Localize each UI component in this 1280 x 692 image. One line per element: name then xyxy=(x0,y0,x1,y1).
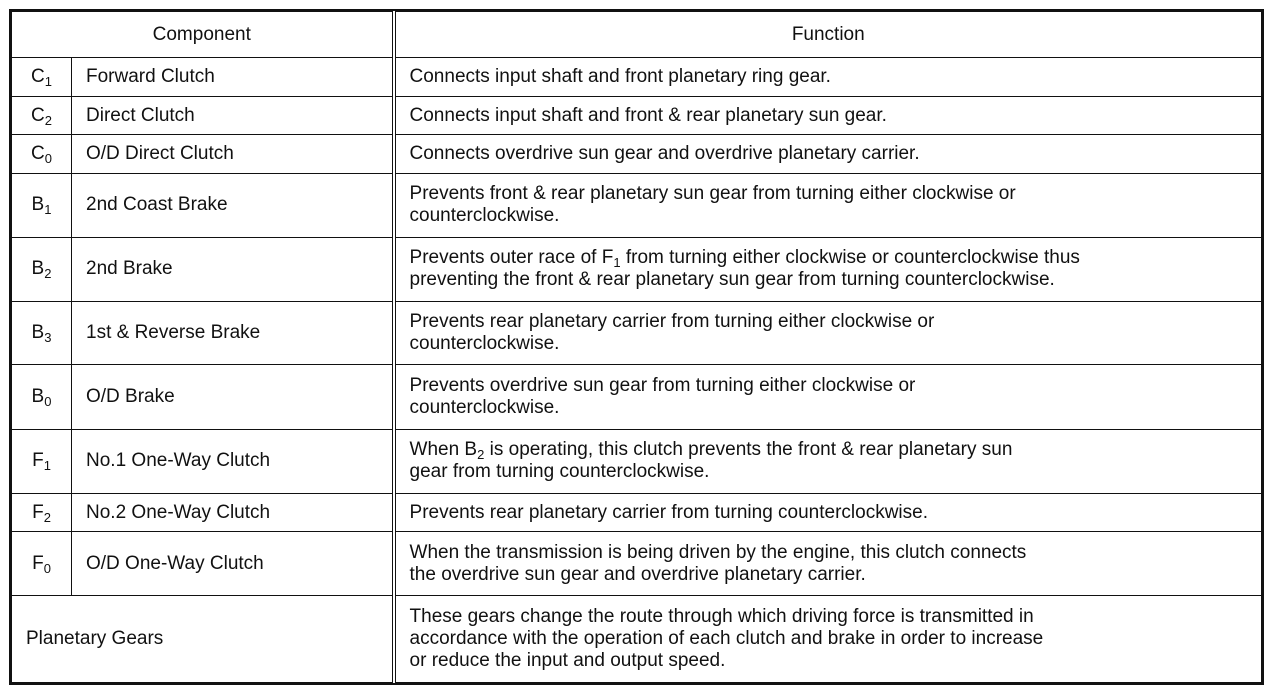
component-function xyxy=(394,365,1262,429)
symbol-subscript: 3 xyxy=(44,330,52,346)
table-body xyxy=(12,58,1262,683)
component-symbol xyxy=(12,532,72,596)
component-function xyxy=(394,302,1262,365)
symbol-subscript: 1 xyxy=(44,74,52,90)
component-symbol xyxy=(12,237,72,301)
table-row xyxy=(12,237,1262,301)
function-text: Connects input shaft and front planetary ring gear. xyxy=(409,66,831,88)
symbol-subscript: 1 xyxy=(44,202,52,218)
component-function xyxy=(394,494,1262,532)
component-symbol xyxy=(12,365,72,429)
component-name: Direct Clutch xyxy=(72,97,394,135)
component-function xyxy=(394,58,1262,97)
symbol-subscript: 0 xyxy=(44,394,52,410)
component-function xyxy=(394,97,1262,135)
symbol-subscript: 0 xyxy=(43,560,51,576)
table-row xyxy=(12,302,1262,365)
component-symbol xyxy=(12,173,72,237)
table-row xyxy=(12,429,1262,493)
component-function xyxy=(394,596,1262,683)
symbol-letter: B xyxy=(31,258,45,280)
function-text: or reduce the input and output speed. xyxy=(409,650,726,672)
component-function-table-frame xyxy=(9,9,1264,685)
function-text: counterclockwise. xyxy=(409,397,560,419)
table-header-row xyxy=(12,12,1262,58)
component-symbol xyxy=(12,58,72,97)
component-function xyxy=(394,237,1262,301)
function-text: When the transmission is being driven by the engine, this clutch connects xyxy=(409,541,1027,563)
table-row xyxy=(12,58,1262,97)
function-text: accordance with the operation of each clutch and brake in order to increase xyxy=(409,628,1044,650)
function-text: Prevents rear planetary carrier from turning counterclockwise. xyxy=(409,501,928,523)
table-row xyxy=(12,596,1262,683)
function-text: Prevents front & rear planetary sun gear from turning either clockwise or xyxy=(409,183,1016,205)
symbol-letter: B xyxy=(31,194,45,216)
component-symbol xyxy=(12,97,72,135)
symbol-letter: B xyxy=(31,386,45,408)
function-text: counterclockwise. xyxy=(409,205,560,227)
function-text: counterclockwise. xyxy=(409,333,560,355)
table-row xyxy=(12,97,1262,135)
function-text: gear from turning counterclockwise. xyxy=(409,461,710,483)
component-name: Forward Clutch xyxy=(72,58,394,97)
symbol-letter: B xyxy=(31,322,45,344)
component-name: Planetary Gears xyxy=(12,596,394,683)
component-symbol xyxy=(12,429,72,493)
function-text: Connects overdrive sun gear and overdrive planetary carrier. xyxy=(409,142,920,164)
component-name: O/D Brake xyxy=(72,365,394,429)
function-text: is operating, this clutch prevents the front & rear planetary sun xyxy=(484,439,1013,461)
component-function xyxy=(394,532,1262,596)
component-name: 1st & Reverse Brake xyxy=(72,302,394,365)
symbol-letter: F xyxy=(32,450,44,472)
component-name: No.1 One-Way Clutch xyxy=(72,429,394,493)
component-function xyxy=(394,429,1262,493)
component-name: O/D Direct Clutch xyxy=(72,135,394,173)
function-text: Prevents outer race of F xyxy=(409,247,614,269)
symbol-subscript: 2 xyxy=(43,509,51,525)
component-symbol xyxy=(12,494,72,532)
component-symbol xyxy=(12,302,72,365)
table-row xyxy=(12,173,1262,237)
symbol-letter: C xyxy=(31,66,45,88)
function-text: Prevents rear planetary carrier from turning either clockwise or xyxy=(409,311,935,333)
symbol-letter: C xyxy=(31,142,45,164)
table-row xyxy=(12,365,1262,429)
function-subscript: 2 xyxy=(477,447,485,463)
component-function-table xyxy=(11,11,1262,683)
function-text: from turning either clockwise or counterclockwise thus xyxy=(620,247,1080,269)
symbol-subscript: 0 xyxy=(44,150,52,166)
symbol-letter: C xyxy=(31,104,45,126)
component-name: No.2 One-Way Clutch xyxy=(72,494,394,532)
function-text: When B xyxy=(409,439,478,461)
function-text: preventing the front & rear planetary sun gear from turning counterclockwise. xyxy=(409,269,1055,291)
table-row xyxy=(12,532,1262,596)
component-function xyxy=(394,173,1262,237)
symbol-letter: F xyxy=(32,552,44,574)
function-column-header: Function xyxy=(394,12,1262,58)
component-symbol xyxy=(12,135,72,173)
function-text: These gears change the route through which driving force is transmitted in xyxy=(409,606,1034,628)
function-text: Connects input shaft and front & rear planetary sun gear. xyxy=(409,104,887,126)
function-text: Prevents overdrive sun gear from turning either clockwise or xyxy=(409,375,916,397)
function-subscript: 1 xyxy=(613,255,621,271)
function-text: the overdrive sun gear and overdrive planetary carrier. xyxy=(409,563,866,585)
symbol-letter: F xyxy=(32,501,44,523)
component-name: 2nd Brake xyxy=(72,237,394,301)
table-row xyxy=(12,494,1262,532)
component-name: 2nd Coast Brake xyxy=(72,173,394,237)
symbol-subscript: 2 xyxy=(44,266,52,282)
component-name: O/D One-Way Clutch xyxy=(72,532,394,596)
symbol-subscript: 2 xyxy=(44,112,52,128)
table-row xyxy=(12,135,1262,173)
component-column-header: Component xyxy=(12,12,394,58)
component-function xyxy=(394,135,1262,173)
symbol-subscript: 1 xyxy=(43,458,51,474)
